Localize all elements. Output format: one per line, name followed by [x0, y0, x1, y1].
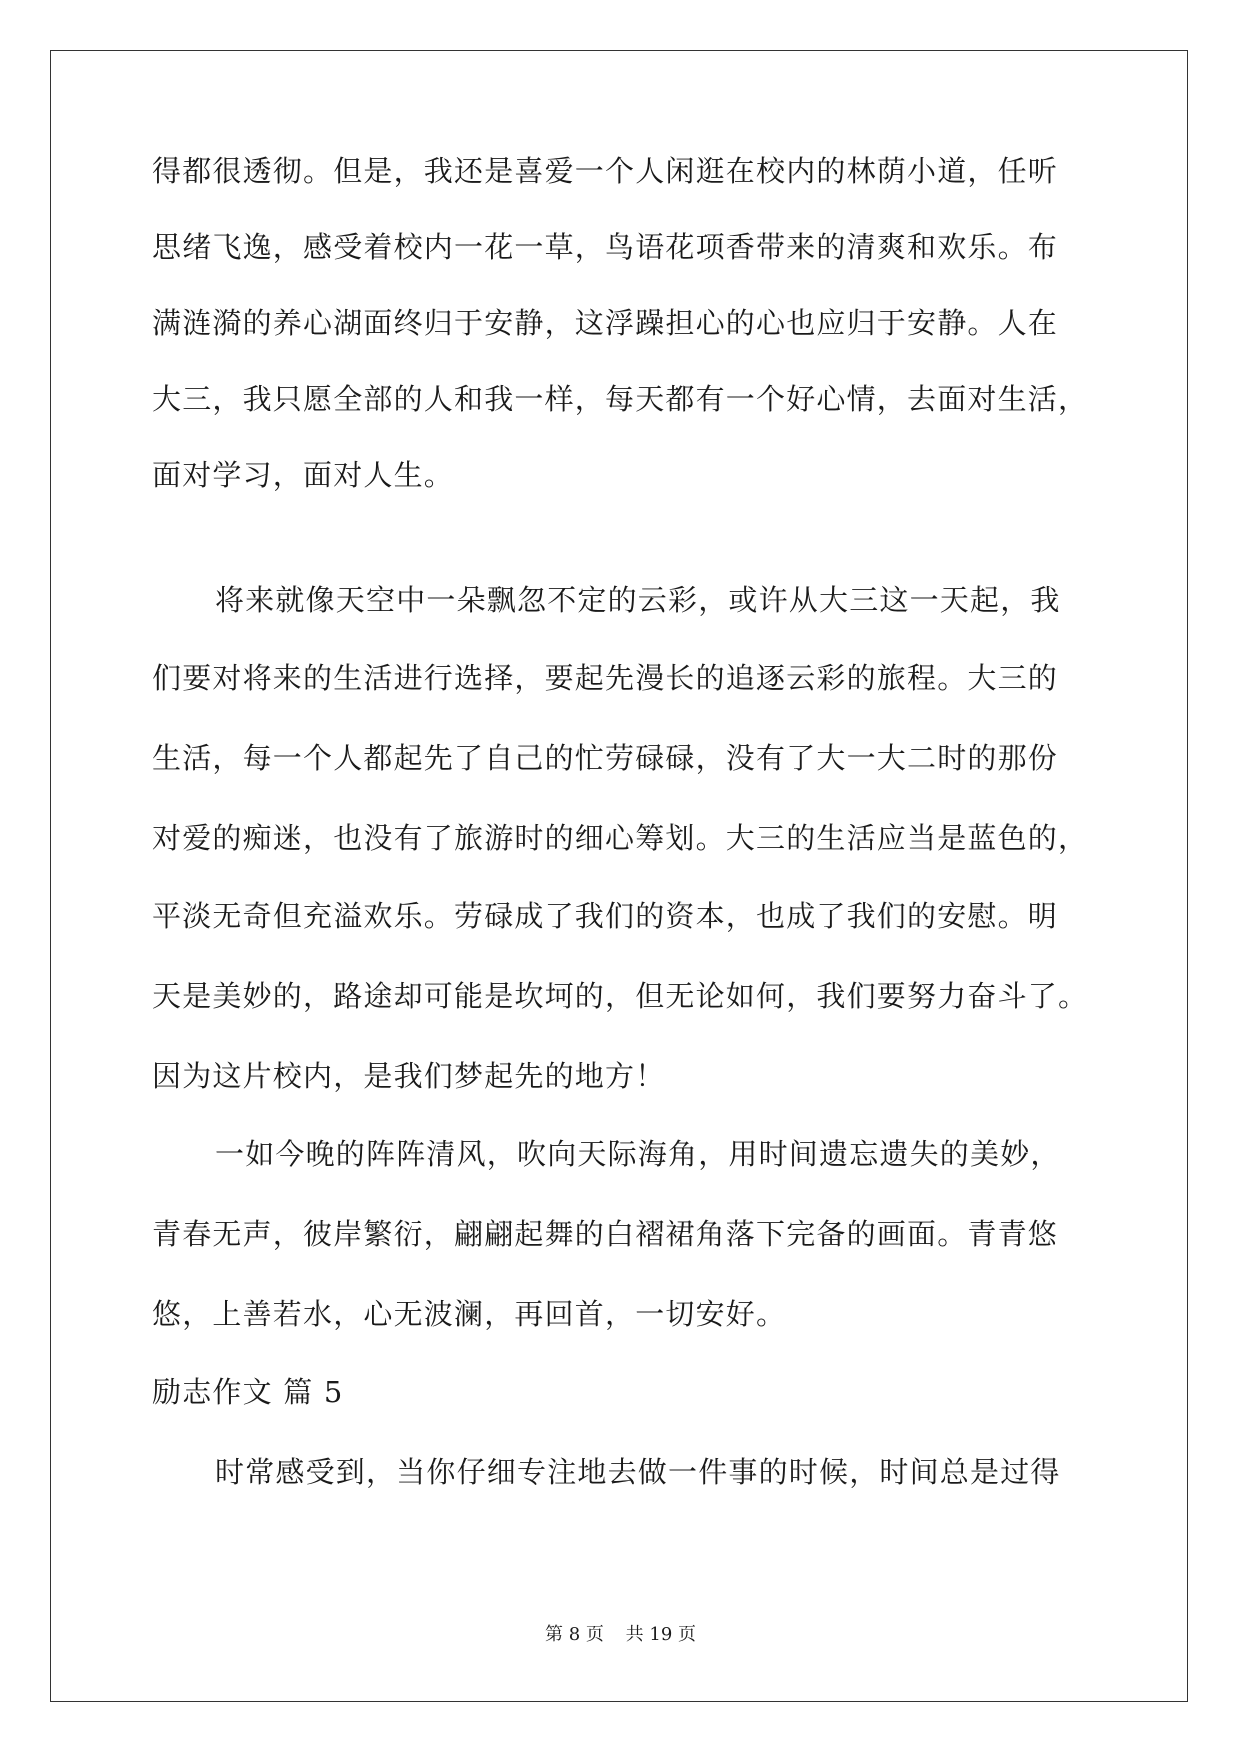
text-line: 面对学习，面对人生。 — [152, 458, 455, 492]
page-number: 第 8 页 — [545, 1624, 604, 1645]
text-line: 一如今晚的阵阵清风，吹向天际海角，用时间遗忘遗失的美妙， — [215, 1137, 1061, 1171]
text-line: 生活，每一个人都起先了自己的忙劳碌碌，没有了大一大二时的那份 — [152, 741, 1059, 775]
section-heading: 励志作文 篇 5 — [152, 1375, 344, 1409]
text-line: 因为这片校内，是我们梦起先的地方！ — [152, 1059, 666, 1093]
page-footer — [0, 1620, 1241, 1646]
page-total: 共 19 页 — [625, 1624, 696, 1645]
text-line: 将来就像天空中一朵飘忽不定的云彩，或许从大三这一天起，我 — [215, 583, 1061, 617]
text-line: 平淡无奇但充溢欢乐。劳碌成了我们的资本，也成了我们的安慰。明 — [152, 899, 1059, 933]
text-line: 青春无声，彼岸繁衍，翩翩起舞的白褶裙角落下完备的画面。青青悠 — [152, 1217, 1059, 1251]
text-line: 时常感受到，当你仔细专注地去做一件事的时候，时间总是过得 — [215, 1455, 1061, 1489]
text-line: 思绪飞逸，感受着校内一花一草，鸟语花项香带来的清爽和欢乐。布 — [152, 230, 1059, 264]
text-line: 天是美妙的，路途却可能是坎坷的，但无论如何，我们要努力奋斗了。 — [152, 979, 1089, 1013]
text-line: 悠，上善若水，心无波澜，再回首，一切安好。 — [152, 1297, 787, 1331]
text-line: 对爱的痴迷，也没有了旅游时的细心筹划。大三的生活应当是蓝色的， — [152, 821, 1089, 855]
text-line: 满涟漪的养心湖面终归于安静，这浮躁担心的心也应归于安静。人在 — [152, 306, 1059, 340]
text-line: 们要对将来的生活进行选择，要起先漫长的追逐云彩的旅程。大三的 — [152, 661, 1059, 695]
text-line: 大三，我只愿全部的人和我一样，每天都有一个好心情，去面对生活， — [152, 382, 1089, 416]
text-line: 得都很透彻。但是，我还是喜爱一个人闲逛在校内的林荫小道，任听 — [152, 154, 1059, 188]
